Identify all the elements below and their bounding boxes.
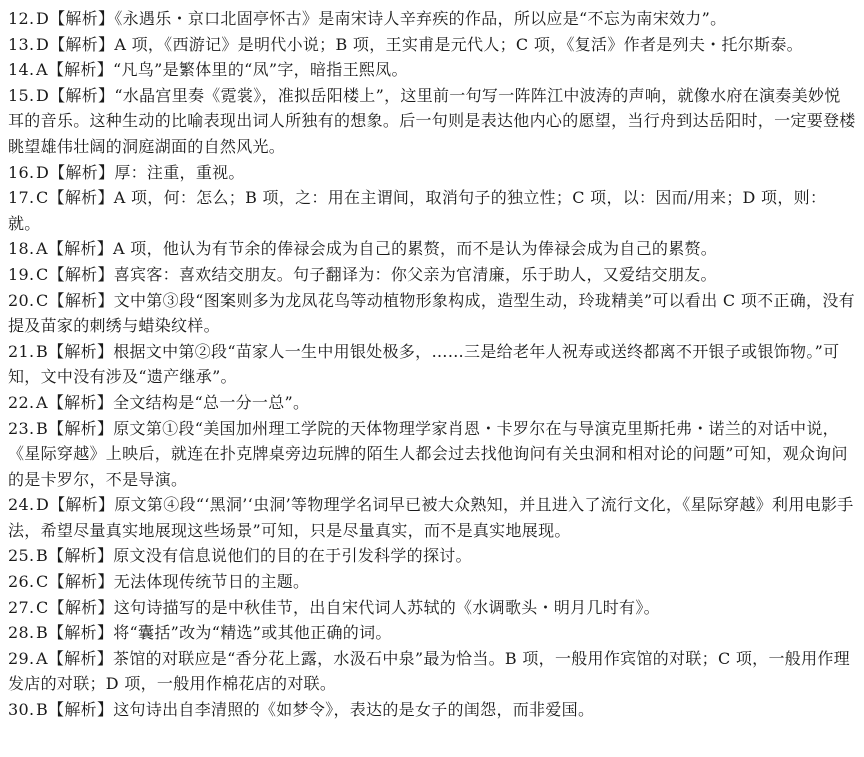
answer-item [8, 83, 856, 160]
answer-item [8, 697, 856, 723]
answer-number: 28. [8, 623, 35, 643]
answer-item [8, 236, 856, 262]
answer-number: 22. [8, 392, 35, 412]
answer-text: D【解析】原文第④段“‘黑洞’‘虫洞’等物理学名词早已被大众熟知，并且进入了流行文化，《星际穿越》利用电影手法，希望尽量真实地展现这些场景”可知，只是尽量真实，而不是真实地展现。 [8, 495, 854, 540]
answer-text: A【解析】全文结构是“总一分一总”。 [36, 392, 310, 412]
answer-item [8, 57, 856, 83]
answer-number: 26. [8, 572, 35, 592]
answer-text: A【解析】A 项，他认为有节余的俸禄会成为自己的累赘，而不是认为俸禄会成为自己的累赘。 [36, 239, 718, 259]
answer-number: 25. [8, 546, 35, 566]
answer-number: 17. [8, 188, 35, 208]
answer-item [8, 543, 856, 569]
answer-item [8, 288, 856, 339]
answer-text: B【解析】原文没有信息说他们的目的在于引发科学的探讨。 [36, 546, 472, 566]
answer-text: B【解析】原文第①段“美国加州理工学院的天体物理学家肖恩・卡罗尔在与导演克里斯托弗・诺兰的对话中说，《星际穿越》上映后，就连在扑克牌桌旁边玩牌的陌生人都会过去找他询问有关虫洞和相对论的问题”可知，观众询问的是卡罗尔，不是导演。 [8, 418, 848, 489]
answer-item [8, 390, 856, 416]
answer-item [8, 339, 856, 390]
answer-text: C【解析】文中第③段“图案则多为龙凤花鸟等动植物形象构成，造型生动，玲珑精美”可以看出 C 项不正确，没有提及苗家的刺绣与蜡染纹样。 [8, 290, 855, 336]
answer-text: D【解析】A 项，《西游记》是明代小说；B 项，王实甫是元代人；C 项，《复活》作者是列夫・托尔斯泰。 [36, 34, 803, 54]
answer-number: 15. [8, 85, 35, 105]
answer-text: C【解析】A 项，何：怎么；B 项，之：用在主谓间，取消句子的独立性；C 项，以：因而/用来；D 项，则：就。 [8, 188, 827, 233]
answer-number: 29. [8, 648, 35, 668]
answer-item [8, 595, 856, 621]
answer-number: 20. [8, 290, 35, 310]
answer-item [8, 262, 856, 288]
answer-number: 13. [8, 34, 35, 54]
answer-text: A【解析】茶馆的对联应是“香分花上露，水汲石中泉”最为恰当。B 项，一般用作宾馆的对联；C 项，一般用作理发店的对联；D 项，一般用作棉花店的对联。 [8, 648, 850, 694]
answer-number: 21. [8, 341, 35, 361]
answer-text: C【解析】无法体现传统节日的主题。 [36, 572, 310, 592]
answer-text: C【解析】喜宾客：喜欢结交朋友。句子翻译为：你父亲为官清廉，乐于助人，又爱结交朋友。 [36, 264, 717, 284]
answer-text: B【解析】这句诗出自李清照的《如梦令》，表达的是女子的闺怨，而非爱国。 [36, 700, 595, 720]
answer-item [8, 160, 856, 186]
answer-item [8, 646, 856, 697]
answer-text: C【解析】这句诗描写的是中秋佳节，出自宋代词人苏轼的《水调歌头・明月几时有》。 [36, 597, 660, 617]
answer-number: 27. [8, 597, 35, 617]
answer-text: B【解析】根据文中第②段“苗家人一生中用银处极多，……三是给老年人祝寿或送终都离不开银子或银饰物。”可知，文中没有涉及“遗产继承”。 [8, 341, 840, 387]
answer-item [8, 492, 856, 543]
answer-number: 18. [8, 239, 35, 259]
answer-number: 16. [8, 162, 35, 182]
answer-item [8, 185, 856, 236]
answer-item [8, 416, 856, 493]
answer-text: D【解析】厚：注重，重视。 [36, 162, 245, 182]
answer-number: 30. [8, 700, 35, 720]
answer-text: D【解析】《永遇乐・京口北固亭怀古》是南宋诗人辛弃疾的作品，所以应是“不忘为南宋效力”。 [36, 9, 727, 28]
answer-text: A【解析】“凡鸟”是繁体里的“凤”字，暗指王熙凤。 [36, 60, 408, 80]
answer-item [8, 569, 856, 595]
answer-item [8, 32, 856, 58]
answer-number: 23. [8, 418, 35, 438]
answer-number: 24. [8, 495, 35, 515]
answer-text: D【解析】“水晶宫里奏《霓裳》，准拟岳阳楼上”，这里前一句写一阵阵江中波涛的声响，就像水府在演奏美妙悦耳的音乐。这种生动的比喻表现出词人所独有的想象。后一句则是表达他内心的愿望，当行舟到达岳阳时，一定要登楼眺望雄伟壮阔的洞庭湖面的自然风光。 [8, 85, 856, 156]
answer-number: 14. [8, 60, 35, 80]
answer-text: B【解析】将“囊括”改为“精选”或其他正确的词。 [36, 623, 392, 643]
answer-item [8, 6, 856, 32]
answer-number: 19. [8, 264, 35, 284]
answer-number: 12. [8, 9, 35, 28]
answer-item [8, 620, 856, 646]
